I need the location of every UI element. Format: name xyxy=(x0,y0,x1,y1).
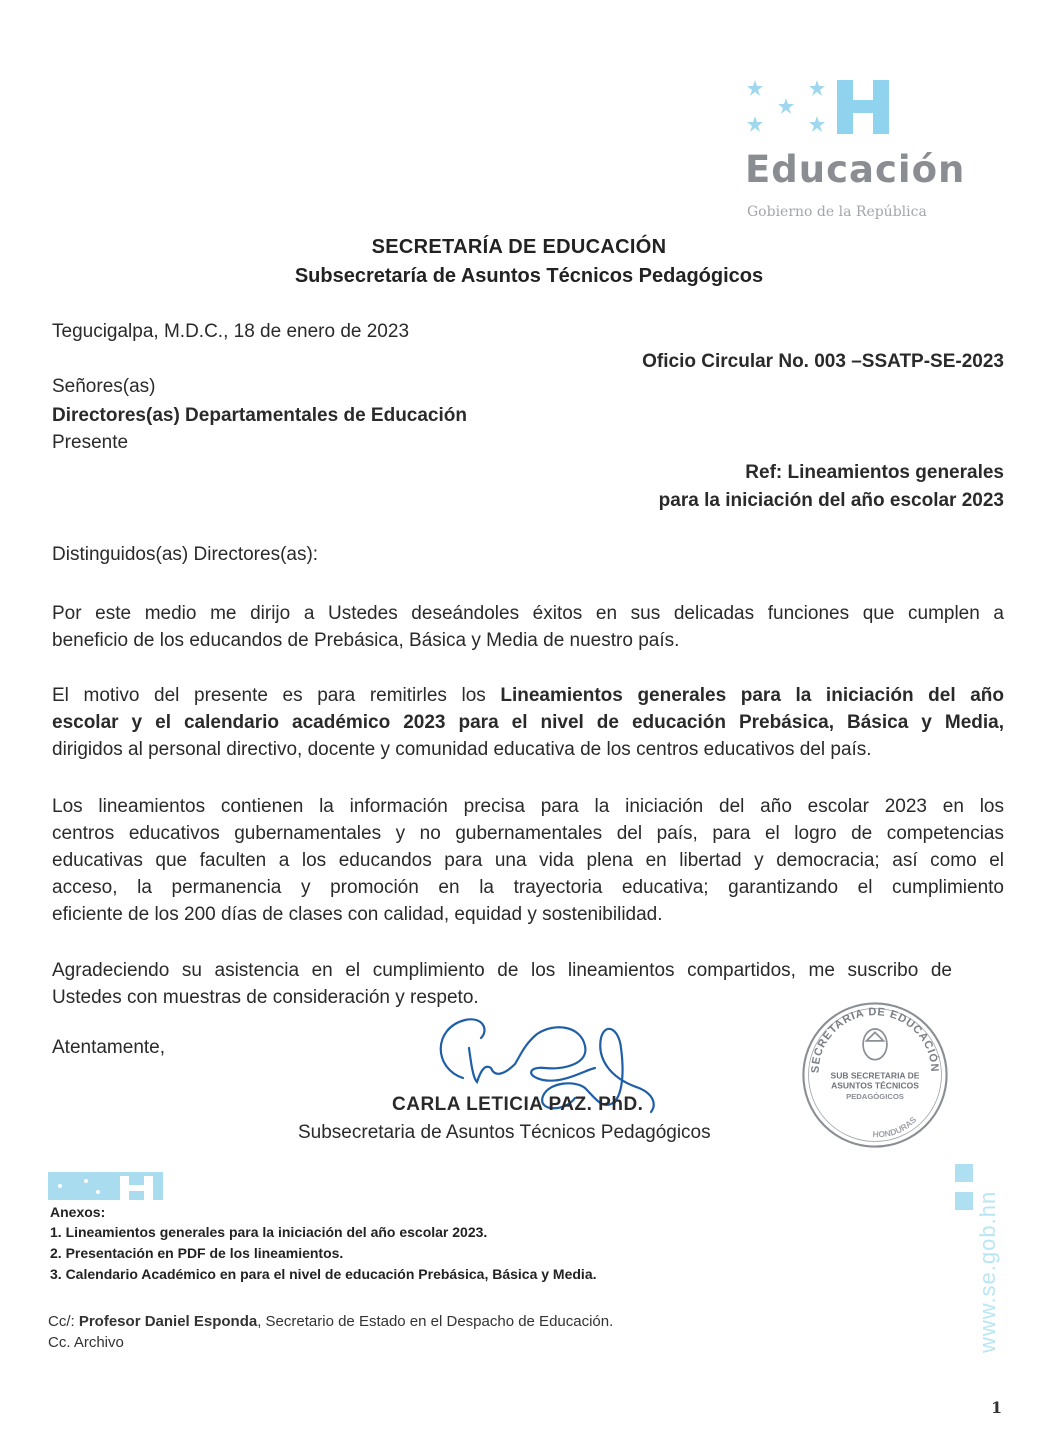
website-url[interactable]: www.se.gob.hn xyxy=(975,1190,1000,1353)
paragraph-line: eficiente de los 200 días de clases con calidad, equidad y sostenibilidad. xyxy=(52,904,663,925)
stamp-outer-text: SECRETARIA DE EDUCACIÓN xyxy=(809,1006,941,1074)
closing: Atentamente, xyxy=(52,1037,166,1058)
annexes-title: Anexos: xyxy=(50,1204,106,1220)
header-ministry: SECRETARÍA DE EDUCACIÓN xyxy=(371,236,667,258)
paragraph-1 xyxy=(52,600,1004,654)
svg-text:SECRETARIA DE EDUCACIÓN xyxy=(810,1006,941,1073)
text-plain: El motivo del presente es para remitirles los xyxy=(52,685,501,706)
stamp-inner-line: PEDAGÓGICOS xyxy=(846,1091,904,1101)
header-subsecretariat: Subsecretaría de Asuntos Técnicos Pedagógicos xyxy=(294,265,764,287)
education-logo xyxy=(745,78,985,228)
signatory-name: CARLA LETICIA PAZ. PhD. xyxy=(392,1094,644,1115)
paragraph-line: dirigidos al personal directivo, docente y comunidad educativa de los centros educativos del país. xyxy=(52,739,872,760)
paragraph-line xyxy=(52,682,1004,709)
cc-line xyxy=(48,1313,613,1330)
page-number: 1 xyxy=(991,1398,1003,1417)
cc-name: Profesor Daniel Esponda xyxy=(78,1313,258,1330)
oficio-number: Oficio Circular No. 003 –SSATP-SE-2023 xyxy=(642,351,1004,372)
paragraph-line: centros educativos gubernamentales y no gubernamentales del país, para el logro de competencias xyxy=(52,823,1004,844)
text-bold: Lineamientos generales para la iniciación del año xyxy=(500,685,1004,706)
h-letter-icon xyxy=(837,80,889,134)
paragraph-2 xyxy=(52,682,1004,763)
paragraph-line: Ustedes con muestras de consideración y respeto. xyxy=(52,987,479,1008)
signatory-role: Subsecretaria de Asuntos Técnicos Pedagógicos xyxy=(298,1122,711,1143)
paragraph-line: Los lineamientos contienen la información precisa para la iniciación del año escolar 2023 en los xyxy=(52,796,1004,817)
recipient-presente: Presente xyxy=(52,432,129,453)
cc-prefix: Cc/: xyxy=(48,1313,79,1330)
logo-wordmark: Educación xyxy=(745,148,966,191)
paragraph-line: beneficio de los educandos de Prebásica, Básica y Media de nuestro país. xyxy=(52,630,680,651)
cc-title: , Secretario de Estado en el Despacho de Educación. xyxy=(257,1313,614,1330)
official-stamp xyxy=(800,1000,950,1150)
logo-subtitle: Gobierno de la República xyxy=(747,204,927,220)
stamp-inner-line: ASUNTOS TÉCNICOS xyxy=(831,1080,919,1091)
stamp-inner-line: SUB SECRETARIA DE xyxy=(830,1070,920,1081)
place-date: Tegucigalpa, M.D.C., 18 de enero de 2023 xyxy=(52,321,410,342)
recipient-salutation: Señores(as) xyxy=(52,376,156,397)
paragraph-3 xyxy=(52,793,1004,928)
recipient-name: Directores(as) Departamentales de Educación xyxy=(52,405,467,426)
watermark-h-icon xyxy=(48,1172,163,1200)
stars-icon xyxy=(745,78,835,138)
footer-square-icon xyxy=(955,1192,973,1210)
paragraph-line: Por este medio me dirijo a Ustedes deseándoles éxitos en sus delicadas funciones que cumplen a xyxy=(52,603,1004,624)
annex-item: 1. Lineamientos generales para la iniciación del año escolar 2023. xyxy=(50,1224,488,1240)
cc-archive: Cc. Archivo xyxy=(48,1334,124,1351)
reference-line-2: para la iniciación del año escolar 2023 xyxy=(658,490,1004,511)
paragraph-line: Agradeciendo su asistencia en el cumplimiento de los lineamientos compartidos, me suscribo de xyxy=(52,960,952,981)
coat-of-arms-icon xyxy=(863,1029,887,1060)
annex-item: 3. Calendario Académico en para el nivel de educación Prebásica, Básica y Media. xyxy=(50,1266,597,1282)
reference-line-1: Ref: Lineamientos generales xyxy=(745,462,1004,483)
paragraph-line: escolar y el calendario académico 2023 para el nivel de educación Prebásica, Básica y Media, xyxy=(52,712,1004,733)
watermark-logo xyxy=(48,1172,163,1200)
greeting: Distinguidos(as) Directores(as): xyxy=(52,544,319,565)
paragraph-line: educativas que faculten a los educandos para una vida plena en libertad y democracia; así como el xyxy=(52,850,1004,871)
stamp-bottom-text: HONDURAS xyxy=(872,1114,919,1140)
paragraph-line: acceso, la permanencia y promoción en la trayectoria educativa; garantizando el cumplimiento xyxy=(52,877,1004,898)
annex-item: 2. Presentación en PDF de los lineamientos. xyxy=(50,1245,344,1261)
footer-square-icon xyxy=(955,1164,973,1182)
